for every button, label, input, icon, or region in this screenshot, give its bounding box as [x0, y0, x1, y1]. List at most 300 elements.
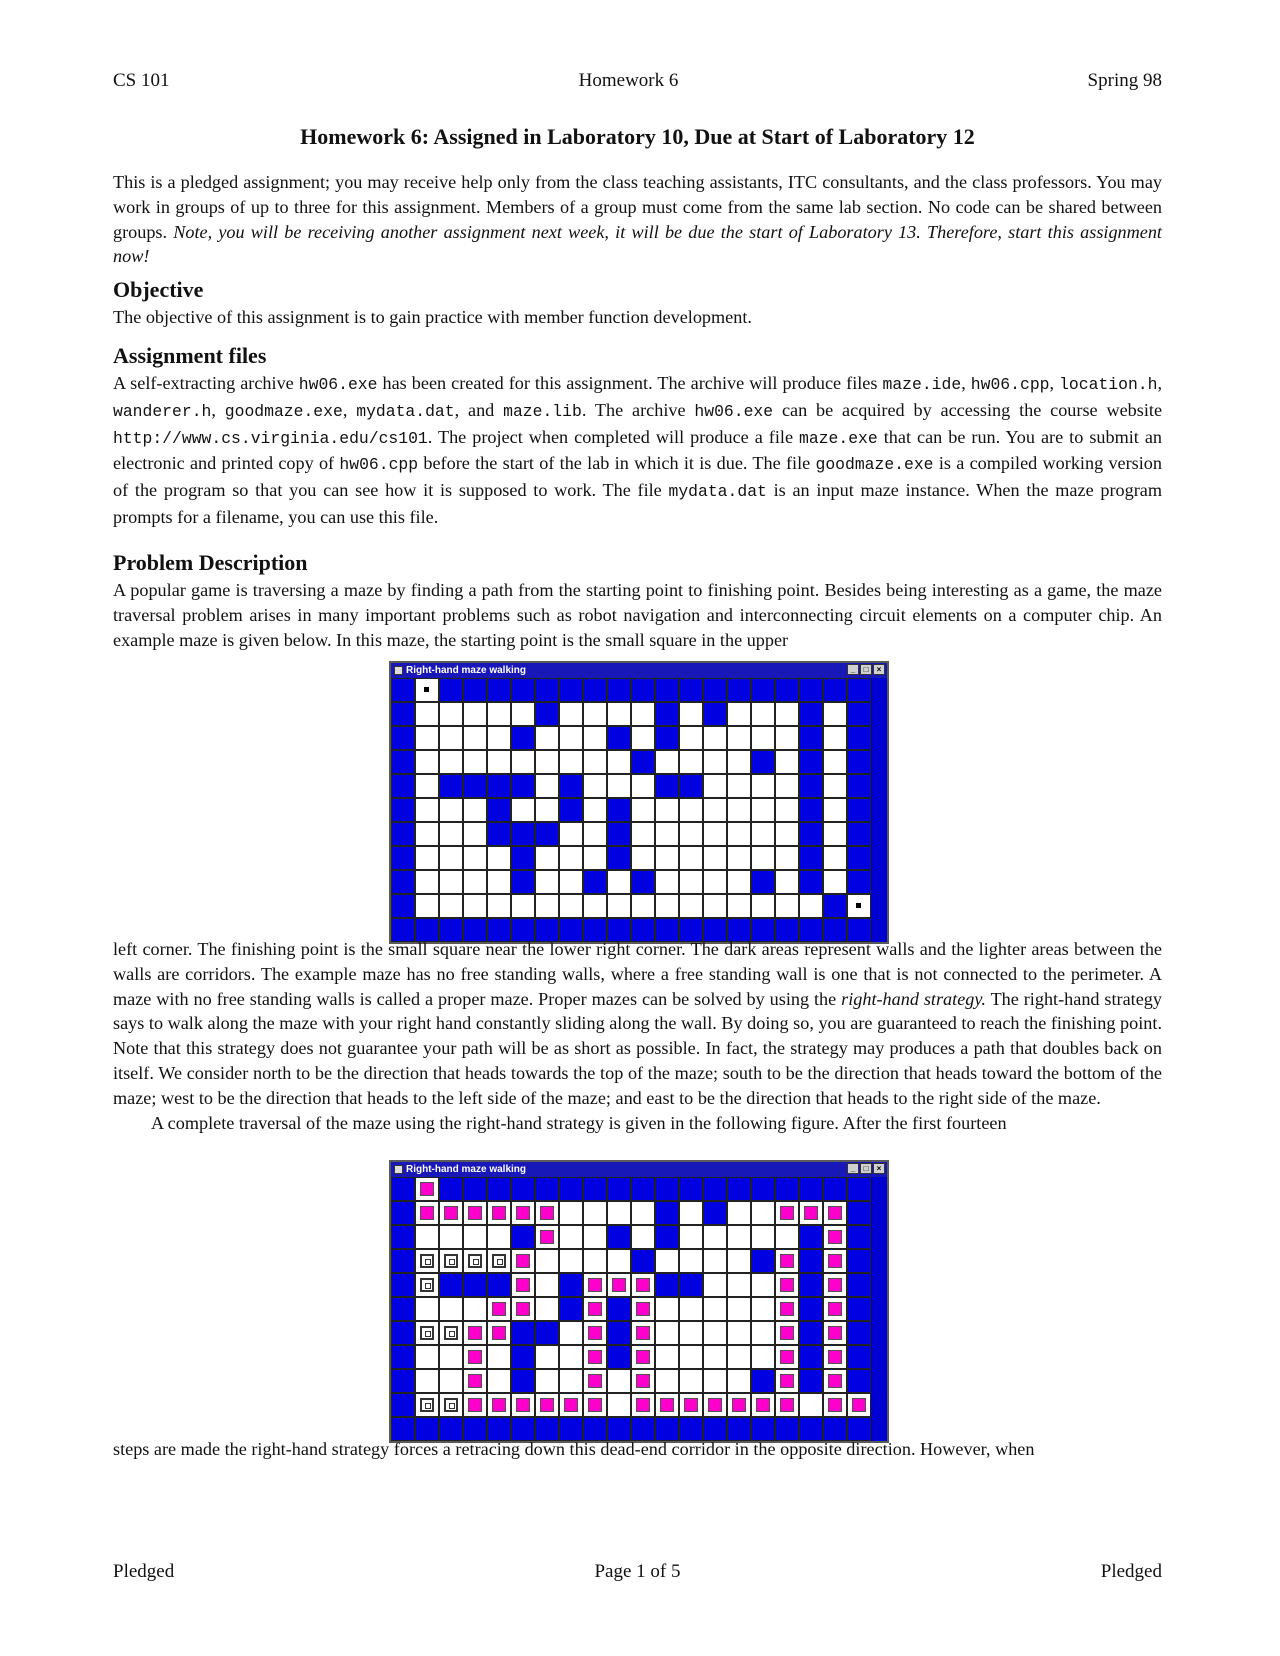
- maze-corridor-cell: [439, 846, 463, 870]
- maze-corridor-cell: [463, 1201, 487, 1225]
- maze-wall-cell: [463, 1273, 487, 1297]
- maze-corridor-cell: [511, 894, 535, 918]
- maze-corridor-cell: [487, 702, 511, 726]
- close-button[interactable]: ×: [873, 664, 885, 675]
- retraced-step-marker: [420, 1398, 434, 1412]
- maze-corridor-cell: [775, 1297, 799, 1321]
- close-button[interactable]: ×: [873, 1163, 885, 1174]
- maze-corridor-cell: [751, 1393, 775, 1417]
- maze-wall-cell: [631, 678, 655, 702]
- maze-corridor-cell: [607, 1201, 631, 1225]
- maze-corridor-cell: [583, 1273, 607, 1297]
- maze-corridor-cell: [607, 1249, 631, 1273]
- maze-wall-cell: [847, 846, 871, 870]
- path-step-marker: [828, 1302, 842, 1316]
- path-step-marker: [828, 1278, 842, 1292]
- maze-wall-cell: [583, 870, 607, 894]
- maze-corridor-cell: [679, 1369, 703, 1393]
- retraced-step-marker: [444, 1398, 458, 1412]
- maze-corridor-cell: [583, 846, 607, 870]
- maze-corridor-cell: [703, 1393, 727, 1417]
- maze-wall-cell: [391, 1345, 415, 1369]
- maze-corridor-cell: [727, 1345, 751, 1369]
- retraced-step-marker: [468, 1254, 482, 1268]
- path-step-marker: [444, 1206, 458, 1220]
- maze-corridor-cell: [583, 1369, 607, 1393]
- path-step-marker: [420, 1206, 434, 1220]
- maze-corridor-cell: [439, 702, 463, 726]
- maze-wall-cell: [751, 1177, 775, 1201]
- maze-corridor-cell: [415, 702, 439, 726]
- maze-wall-cell: [391, 1393, 415, 1417]
- maze-window-title: Right-hand maze walking: [406, 1164, 527, 1175]
- maze-corridor-cell: [703, 1249, 727, 1273]
- maze-corridor-cell: [823, 1321, 847, 1345]
- path-step-marker: [636, 1278, 650, 1292]
- maze-corridor-cell: [487, 1225, 511, 1249]
- maze-corridor-cell: [775, 1273, 799, 1297]
- maze-corridor-cell: [703, 822, 727, 846]
- maze-corridor-cell: [415, 846, 439, 870]
- maze-corridor-cell: [607, 894, 631, 918]
- path-step-marker: [468, 1206, 482, 1220]
- maze-corridor-cell: [751, 822, 775, 846]
- maze-wall-cell: [727, 1177, 751, 1201]
- document-title: Homework 6: Assigned in Laboratory 10, Due at Start of Laboratory 12: [300, 124, 975, 149]
- retraced-step-marker: [444, 1254, 458, 1268]
- maze-corridor-cell: [703, 798, 727, 822]
- maze-corridor-cell: [583, 774, 607, 798]
- maze-corridor-cell: [727, 774, 751, 798]
- maze-wall-cell: [439, 774, 463, 798]
- maze-wall-cell: [607, 1345, 631, 1369]
- maze-corridor-cell: [847, 1393, 871, 1417]
- maze-wall-cell: [631, 1177, 655, 1201]
- maze-corridor-cell: [751, 798, 775, 822]
- maze-corridor-cell: [727, 894, 751, 918]
- maze-corridor-cell: [727, 1225, 751, 1249]
- maze-corridor-cell: [631, 846, 655, 870]
- maze-wall-cell: [799, 726, 823, 750]
- retraced-step-marker: [492, 1254, 506, 1268]
- maze-wall-cell: [559, 1273, 583, 1297]
- path-step-marker: [588, 1326, 602, 1340]
- maze-corridor-cell: [535, 1249, 559, 1273]
- maze-wall-cell: [511, 1225, 535, 1249]
- window-menu-icon[interactable]: [394, 1165, 403, 1174]
- maze-corridor-cell: [415, 678, 439, 702]
- maze-wall-cell: [823, 1177, 847, 1201]
- path-step-marker: [516, 1302, 530, 1316]
- maze-corridor-cell: [535, 1225, 559, 1249]
- maze-wall-cell: [607, 726, 631, 750]
- maze-corridor-cell: [631, 774, 655, 798]
- maze-wall-cell: [847, 1321, 871, 1345]
- page-footer: [113, 1561, 1162, 1583]
- maze-wall-cell: [751, 1369, 775, 1393]
- window-menu-icon[interactable]: [394, 666, 403, 675]
- maze-corridor-cell: [535, 726, 559, 750]
- maze-corridor-cell: [439, 750, 463, 774]
- maze-corridor-cell: [775, 1201, 799, 1225]
- maze-corridor-cell: [751, 1321, 775, 1345]
- maze-corridor-cell: [535, 798, 559, 822]
- maze-corridor-cell: [487, 1321, 511, 1345]
- maze-corridor-cell: [703, 1345, 727, 1369]
- maze-wall-cell: [583, 678, 607, 702]
- maze-corridor-cell: [559, 1345, 583, 1369]
- maze-wall-cell: [463, 1177, 487, 1201]
- maze-corridor-cell: [583, 798, 607, 822]
- maze-corridor-cell: [727, 1201, 751, 1225]
- maze-wall-cell: [487, 798, 511, 822]
- maze-corridor-cell: [607, 870, 631, 894]
- maze-corridor-cell: [463, 798, 487, 822]
- maze-corridor-cell: [727, 750, 751, 774]
- maze-corridor-cell: [583, 1393, 607, 1417]
- maze-wall-cell: [799, 1249, 823, 1273]
- maze-wall-cell: [799, 798, 823, 822]
- maze-corridor-cell: [631, 702, 655, 726]
- maze-corridor-cell: [703, 1369, 727, 1393]
- path-step-marker: [828, 1254, 842, 1268]
- maze-corridor-cell: [415, 1225, 439, 1249]
- maze-corridor-cell: [583, 750, 607, 774]
- maze-wall-cell: [655, 774, 679, 798]
- maze-corridor-cell: [511, 798, 535, 822]
- header-title: Homework 6: [578, 70, 679, 91]
- maze-corridor-cell: [751, 846, 775, 870]
- maze-corridor-cell: [415, 774, 439, 798]
- maze-wall-cell: [799, 1297, 823, 1321]
- maze-corridor-cell: [415, 1393, 439, 1417]
- maze-corridor-cell: [775, 822, 799, 846]
- minimize-button[interactable]: _: [847, 664, 859, 675]
- maze-corridor-cell: [487, 1369, 511, 1393]
- path-step-marker: [780, 1398, 794, 1412]
- maze-corridor-cell: [727, 822, 751, 846]
- maze-corridor-cell: [775, 1321, 799, 1345]
- maze-corridor-cell: [535, 1369, 559, 1393]
- maze-corridor-cell: [823, 846, 847, 870]
- maze-corridor-cell: [703, 1297, 727, 1321]
- page-header: [113, 70, 1162, 92]
- files-heading: Assignment files: [113, 343, 267, 368]
- maze-wall-cell: [727, 678, 751, 702]
- maze-corridor-cell: [775, 1369, 799, 1393]
- objective-heading: Objective: [113, 277, 204, 302]
- maze-corridor-cell: [655, 846, 679, 870]
- maze-corridor-cell: [415, 1177, 439, 1201]
- maze-corridor-cell: [535, 846, 559, 870]
- maze-wall-cell: [487, 822, 511, 846]
- maze-corridor-cell: [751, 1297, 775, 1321]
- maze-corridor-cell: [559, 846, 583, 870]
- maze-corridor-cell: [607, 1369, 631, 1393]
- maze-wall-cell: [487, 774, 511, 798]
- maze-corridor-cell: [727, 1249, 751, 1273]
- maze-wall-cell: [847, 1273, 871, 1297]
- maze-corridor-cell: [631, 822, 655, 846]
- maze-corridor-cell: [511, 1273, 535, 1297]
- maze-corridor-cell: [703, 774, 727, 798]
- maze-wall-cell: [607, 1297, 631, 1321]
- maze-corridor-cell: [751, 726, 775, 750]
- maze-corridor-cell: [847, 894, 871, 918]
- maze-wall-cell: [391, 1249, 415, 1273]
- maze-corridor-cell: [823, 726, 847, 750]
- maze-wall-cell: [487, 1177, 511, 1201]
- maze-corridor-cell: [823, 702, 847, 726]
- maze-corridor-cell: [703, 846, 727, 870]
- maze-wall-cell: [799, 774, 823, 798]
- path-step-marker: [516, 1254, 530, 1268]
- maze-wall-cell: [631, 870, 655, 894]
- maze-corridor-cell: [607, 1393, 631, 1417]
- maze-wall-cell: [799, 1321, 823, 1345]
- maze-corridor-cell: [679, 726, 703, 750]
- maze-corridor-cell: [559, 870, 583, 894]
- maze-wall-cell: [511, 1345, 535, 1369]
- path-step-marker: [780, 1374, 794, 1388]
- maze-corridor-cell: [415, 822, 439, 846]
- maze-corridor-cell: [487, 750, 511, 774]
- maze-corridor-cell: [463, 1345, 487, 1369]
- maze-wall-cell: [847, 678, 871, 702]
- path-step-marker: [492, 1302, 506, 1316]
- path-step-marker: [588, 1398, 602, 1412]
- maze-corridor-cell: [487, 1249, 511, 1273]
- maze-corridor-cell: [487, 870, 511, 894]
- maximize-button[interactable]: □: [860, 1163, 872, 1174]
- maze-corridor-cell: [727, 846, 751, 870]
- path-step-marker: [828, 1206, 842, 1220]
- maze-wall-cell: [631, 750, 655, 774]
- maze-corridor-cell: [463, 750, 487, 774]
- path-step-marker: [516, 1206, 530, 1220]
- maze-window-1: [389, 661, 889, 944]
- maze-corridor-cell: [823, 798, 847, 822]
- maze-wall-cell: [607, 678, 631, 702]
- maze-corridor-cell: [559, 726, 583, 750]
- maze-corridor-cell: [655, 1297, 679, 1321]
- maze-corridor-cell: [679, 894, 703, 918]
- maze-corridor-cell: [535, 1297, 559, 1321]
- maze-corridor-cell: [655, 1321, 679, 1345]
- maze-corridor-cell: [751, 1273, 775, 1297]
- maze-wall-cell: [823, 678, 847, 702]
- maze-wall-cell: [847, 1369, 871, 1393]
- maze-start-marker: [424, 687, 429, 692]
- maze-corridor-cell: [703, 726, 727, 750]
- maze-wall-cell: [847, 750, 871, 774]
- header-term: Spring 98: [1087, 70, 1162, 91]
- maze-corridor-cell: [655, 822, 679, 846]
- maze-corridor-cell: [679, 798, 703, 822]
- maze-corridor-cell: [751, 1345, 775, 1369]
- maze-corridor-cell: [607, 750, 631, 774]
- maze-corridor-cell: [463, 726, 487, 750]
- path-step-marker: [468, 1350, 482, 1364]
- maze-corridor-cell: [631, 798, 655, 822]
- maze-corridor-cell: [415, 1249, 439, 1273]
- path-step-marker: [660, 1398, 674, 1412]
- maze-wall-cell: [847, 1297, 871, 1321]
- maze-wall-cell: [631, 1249, 655, 1273]
- intro-text: This is a pledged assignment; you may receive help only from the class teaching assistants, ITC consultants, and the class professors. You may work in groups of up to three for this assignment. Members of a group must come from the same lab section. No code can be shared between groups.: [113, 172, 1162, 242]
- maze-wall-cell: [679, 678, 703, 702]
- intro-note: Note, you will be receiving another assignment next week, it will be due the start of Laboratory 13. Therefore, start this assignment now!: [113, 221, 1162, 267]
- maze-wall-cell: [559, 798, 583, 822]
- maze-wall-cell: [751, 750, 775, 774]
- maze-corridor-cell: [655, 1369, 679, 1393]
- maze-corridor-cell: [823, 1249, 847, 1273]
- path-step-marker: [780, 1278, 794, 1292]
- maze-wall-cell: [559, 1177, 583, 1201]
- maze-wall-cell: [799, 846, 823, 870]
- maze-grid-1: [391, 678, 887, 942]
- maze-wall-cell: [391, 846, 415, 870]
- problem-paragraph-2: left corner. The finishing point is the small square near the lower right corner. The dark areas represent walls and the lighter areas between the walls are corridors. The example maze has no free standing walls, where a free standing wall is one that is not connected to the perimeter. A maze with no free standing walls is called a proper maze. Proper mazes can be solved by using the right-hand strategy. The right-hand strategy says to walk along the maze with your right hand constantly sliding along the wall. By doing so, you are guaranteed to reach the finishing point. Note that this strategy does not guarantee your path will be as short as possible. In fact, the strategy may produces a path that doubles back on itself. We consider north to be the direction that heads towards the top of the maze; south to be the direction that heads toward the bottom of the maze; west to be the direction that heads to the left side of the maze; and east to be the direction that heads to the right side of the maze. A complete traversal of the maze using the right-hand strategy is given in the following figure. After the first fourteen: [113, 937, 1162, 1135]
- footer-left: Pledged: [113, 1561, 175, 1582]
- maze-corridor-cell: [439, 1201, 463, 1225]
- path-step-marker: [588, 1278, 602, 1292]
- maze-corridor-cell: [727, 1393, 751, 1417]
- maze-wall-cell: [799, 1273, 823, 1297]
- maze-corridor-cell: [655, 870, 679, 894]
- maze-wall-cell: [751, 678, 775, 702]
- maze-corridor-cell: [583, 726, 607, 750]
- maze-wall-cell: [391, 1369, 415, 1393]
- path-step-marker: [780, 1302, 794, 1316]
- path-step-marker: [780, 1254, 794, 1268]
- maze-wall-cell: [607, 846, 631, 870]
- maze-wall-cell: [703, 678, 727, 702]
- maze-corridor-cell: [823, 750, 847, 774]
- maze-corridor-cell: [559, 1249, 583, 1273]
- maze-wall-cell: [655, 1225, 679, 1249]
- maze-corridor-cell: [463, 1321, 487, 1345]
- maze-corridor-cell: [703, 1273, 727, 1297]
- objective-text: The objective of this assignment is to gain practice with member function development.: [113, 307, 752, 327]
- retraced-step-marker: [444, 1326, 458, 1340]
- maze-window-2: [389, 1160, 889, 1443]
- maze-wall-cell: [751, 870, 775, 894]
- maze-wall-cell: [535, 1177, 559, 1201]
- maze-titlebar-1: [391, 663, 887, 678]
- maze-corridor-cell: [823, 1273, 847, 1297]
- intro-paragraph: [113, 170, 1162, 269]
- maze-corridor-cell: [535, 1201, 559, 1225]
- path-step-marker: [780, 1326, 794, 1340]
- maze-corridor-cell: [583, 1321, 607, 1345]
- maze-corridor-cell: [823, 1201, 847, 1225]
- course-website-link[interactable]: http://www.cs.virginia.edu/cs101: [113, 428, 428, 448]
- maze-wall-cell: [847, 702, 871, 726]
- maze-corridor-cell: [535, 774, 559, 798]
- maze-corridor-cell: [439, 1345, 463, 1369]
- maze-corridor-cell: [607, 774, 631, 798]
- maze-wall-cell: [463, 774, 487, 798]
- maze-wall-cell: [535, 702, 559, 726]
- maze-corridor-cell: [559, 1321, 583, 1345]
- maze-corridor-cell: [511, 702, 535, 726]
- maze-wall-cell: [679, 1177, 703, 1201]
- maze-corridor-cell: [415, 726, 439, 750]
- maze-corridor-cell: [463, 1393, 487, 1417]
- path-step-marker: [828, 1398, 842, 1412]
- maze-corridor-cell: [463, 702, 487, 726]
- path-step-marker: [828, 1230, 842, 1244]
- maze-corridor-cell: [559, 1201, 583, 1225]
- path-step-marker: [828, 1326, 842, 1340]
- maze-corridor-cell: [439, 1249, 463, 1273]
- path-step-marker: [636, 1374, 650, 1388]
- maze-corridor-cell: [439, 894, 463, 918]
- maze-wall-cell: [847, 870, 871, 894]
- maze-corridor-cell: [487, 1345, 511, 1369]
- maze-corridor-cell: [559, 750, 583, 774]
- maze-wall-cell: [775, 1177, 799, 1201]
- maximize-button[interactable]: □: [860, 664, 872, 675]
- maze-corridor-cell: [439, 1321, 463, 1345]
- maze-corridor-cell: [655, 894, 679, 918]
- maze-corridor-cell: [823, 1393, 847, 1417]
- path-step-marker: [636, 1326, 650, 1340]
- path-step-marker: [540, 1230, 554, 1244]
- maze-corridor-cell: [415, 1273, 439, 1297]
- maze-wall-cell: [679, 774, 703, 798]
- path-step-marker: [612, 1278, 626, 1292]
- maze-corridor-cell: [751, 774, 775, 798]
- maze-wall-cell: [559, 678, 583, 702]
- maze-wall-cell: [439, 678, 463, 702]
- minimize-button[interactable]: _: [847, 1163, 859, 1174]
- maze-wall-cell: [847, 774, 871, 798]
- maze-wall-cell: [799, 1177, 823, 1201]
- maze-corridor-cell: [487, 1201, 511, 1225]
- maze-wall-cell: [799, 1369, 823, 1393]
- maze-wall-cell: [847, 726, 871, 750]
- maze-corridor-cell: [775, 798, 799, 822]
- path-step-marker: [852, 1398, 866, 1412]
- maze-grid-2: [391, 1177, 887, 1441]
- retraced-step-marker: [420, 1326, 434, 1340]
- path-step-marker: [492, 1206, 506, 1220]
- maze-wall-cell: [511, 822, 535, 846]
- path-step-marker: [492, 1326, 506, 1340]
- path-step-marker: [636, 1398, 650, 1412]
- maze-wall-cell: [559, 1297, 583, 1321]
- maze-corridor-cell: [775, 702, 799, 726]
- maze-corridor-cell: [679, 822, 703, 846]
- maze-corridor-cell: [463, 822, 487, 846]
- maze-corridor-cell: [511, 1393, 535, 1417]
- maze-corridor-cell: [559, 894, 583, 918]
- maze-corridor-cell: [799, 1393, 823, 1417]
- path-step-marker: [780, 1206, 794, 1220]
- maze-wall-cell: [511, 678, 535, 702]
- maze-corridor-cell: [679, 702, 703, 726]
- path-step-marker: [732, 1398, 746, 1412]
- maze-corridor-cell: [415, 1297, 439, 1321]
- maze-wall-cell: [583, 1177, 607, 1201]
- maze-corridor-cell: [727, 726, 751, 750]
- path-step-marker: [804, 1206, 818, 1220]
- maze-corridor-cell: [439, 822, 463, 846]
- maze-wall-cell: [487, 1273, 511, 1297]
- maze-corridor-cell: [703, 894, 727, 918]
